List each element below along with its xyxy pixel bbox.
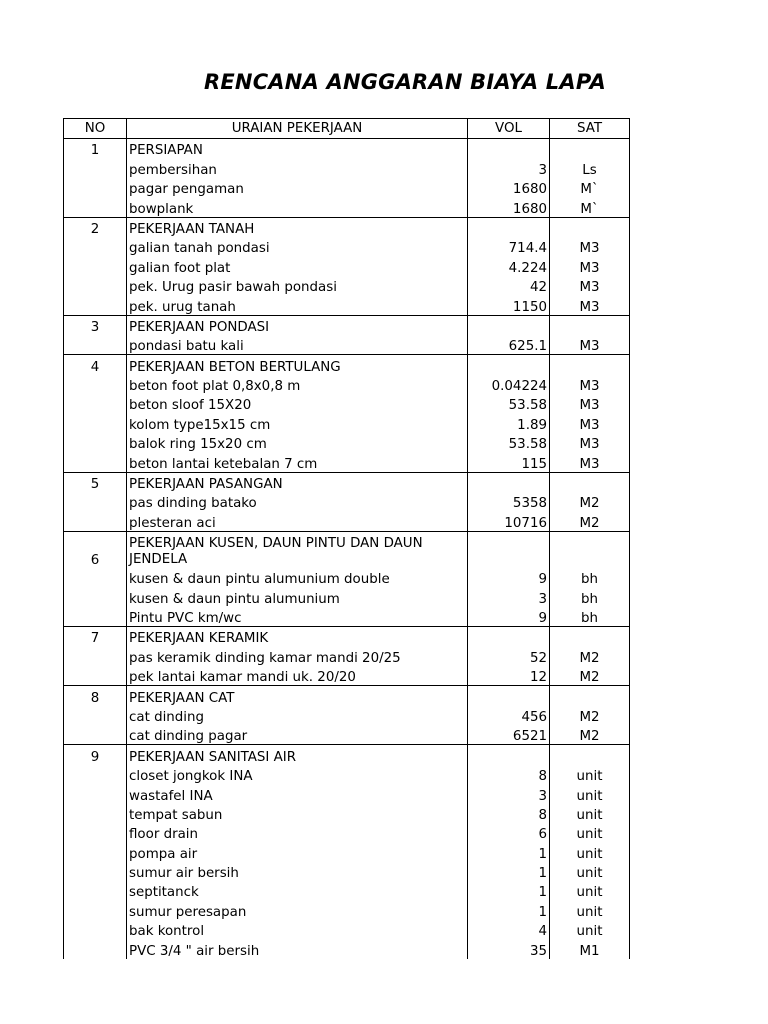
header-uraian: URAIAN PEKERJAAN xyxy=(127,119,468,139)
table-row xyxy=(64,842,630,861)
group-vol-cell xyxy=(468,355,550,375)
row-vol: 9 xyxy=(468,607,550,627)
row-uraian: cat dinding pagar xyxy=(127,725,468,745)
row-uraian: balok ring 15x20 cm xyxy=(127,433,468,452)
row-uraian: septitanck xyxy=(127,881,468,900)
group-title: PEKERJAAN TANAH xyxy=(127,217,468,237)
row-no-cell xyxy=(64,823,127,842)
table-row xyxy=(64,881,630,900)
row-uraian: pek. urug tanah xyxy=(127,295,468,315)
row-vol: 1 xyxy=(468,900,550,919)
row-no-cell xyxy=(64,666,127,686)
row-uraian: tempat sabun xyxy=(127,804,468,823)
header-no: NO xyxy=(64,119,127,139)
row-vol: 1150 xyxy=(468,295,550,315)
row-vol: 3 xyxy=(468,784,550,803)
row-vol: 1 xyxy=(468,862,550,881)
group-row xyxy=(64,745,630,765)
row-vol: 4.224 xyxy=(468,256,550,275)
group-sat-cell xyxy=(550,217,630,237)
group-row xyxy=(64,355,630,375)
row-no-cell xyxy=(64,607,127,627)
table-row xyxy=(64,666,630,686)
row-sat: bh xyxy=(550,568,630,587)
row-vol: 12 xyxy=(468,666,550,686)
row-no-cell xyxy=(64,862,127,881)
row-no-cell xyxy=(64,842,127,861)
table-row xyxy=(64,511,630,531)
row-vol: 3 xyxy=(468,587,550,606)
row-no-cell xyxy=(64,725,127,745)
row-uraian: beton sloof 15X20 xyxy=(127,394,468,413)
row-vol: 1680 xyxy=(468,178,550,197)
row-vol: 4 xyxy=(468,920,550,939)
group-number: 1 xyxy=(64,139,127,159)
table-row xyxy=(64,197,630,217)
row-sat: M3 xyxy=(550,237,630,256)
row-no-cell xyxy=(64,158,127,177)
row-sat: M3 xyxy=(550,335,630,355)
table-row xyxy=(64,862,630,881)
row-sat: unit xyxy=(550,881,630,900)
row-sat: M2 xyxy=(550,646,630,665)
table-body xyxy=(64,139,630,959)
row-uraian: pagar pengaman xyxy=(127,178,468,197)
row-sat: M3 xyxy=(550,295,630,315)
table-row xyxy=(64,178,630,197)
row-vol: 9 xyxy=(468,568,550,587)
row-no-cell xyxy=(64,276,127,295)
table-row xyxy=(64,725,630,745)
row-uraian: kusen & daun pintu alumunium double xyxy=(127,568,468,587)
rab-table xyxy=(63,118,630,959)
row-no-cell xyxy=(64,804,127,823)
row-sat: M2 xyxy=(550,492,630,511)
row-no-cell xyxy=(64,178,127,197)
row-vol: 1.89 xyxy=(468,413,550,432)
row-vol: 35 xyxy=(468,939,550,958)
row-vol: 1680 xyxy=(468,197,550,217)
group-sat-cell xyxy=(550,626,630,646)
row-no-cell xyxy=(64,237,127,256)
row-uraian: pas keramik dinding kamar mandi 20/25 xyxy=(127,646,468,665)
row-uraian: beton lantai ketebalan 7 cm xyxy=(127,452,468,472)
row-vol: 115 xyxy=(468,452,550,472)
group-vol-cell xyxy=(468,745,550,765)
group-sat-cell xyxy=(550,531,630,568)
row-uraian: wastafel INA xyxy=(127,784,468,803)
table-row xyxy=(64,237,630,256)
row-uraian: bak kontrol xyxy=(127,920,468,939)
group-title: PEKERJAAN CAT xyxy=(127,686,468,706)
row-vol: 1 xyxy=(468,881,550,900)
group-row xyxy=(64,315,630,335)
row-sat: M3 xyxy=(550,413,630,432)
table-row xyxy=(64,492,630,511)
row-no-cell xyxy=(64,765,127,784)
group-number: 7 xyxy=(64,626,127,646)
row-vol: 714.4 xyxy=(468,237,550,256)
group-number: 5 xyxy=(64,472,127,492)
table-row xyxy=(64,804,630,823)
row-no-cell xyxy=(64,587,127,606)
table-row xyxy=(64,900,630,919)
row-no-cell xyxy=(64,394,127,413)
row-sat: unit xyxy=(550,784,630,803)
group-row xyxy=(64,686,630,706)
row-uraian: beton foot plat 0,8x0,8 m xyxy=(127,375,468,394)
row-no-cell xyxy=(64,881,127,900)
row-vol: 3 xyxy=(468,158,550,177)
row-no-cell xyxy=(64,295,127,315)
table-row xyxy=(64,568,630,587)
group-row xyxy=(64,531,630,568)
header-vol: VOL xyxy=(468,119,550,139)
row-sat: unit xyxy=(550,900,630,919)
table-row xyxy=(64,295,630,315)
table-row xyxy=(64,433,630,452)
row-sat: unit xyxy=(550,862,630,881)
row-sat: M1 xyxy=(550,939,630,958)
row-no-cell xyxy=(64,706,127,725)
row-sat: M2 xyxy=(550,706,630,725)
document-title: RENCANA ANGGARAN BIAYA LAPA xyxy=(204,70,606,94)
group-sat-cell xyxy=(550,686,630,706)
group-title: PERSIAPAN xyxy=(127,139,468,159)
table-row xyxy=(64,607,630,627)
group-number: 8 xyxy=(64,686,127,706)
row-uraian: bowplank xyxy=(127,197,468,217)
row-sat: M` xyxy=(550,197,630,217)
row-uraian: closet jongkok INA xyxy=(127,765,468,784)
group-vol-cell xyxy=(468,139,550,159)
row-uraian: cat dinding xyxy=(127,706,468,725)
table-row xyxy=(64,256,630,275)
row-uraian: sumur air bersih xyxy=(127,862,468,881)
row-sat: unit xyxy=(550,765,630,784)
row-vol: 10716 xyxy=(468,511,550,531)
row-uraian: sumur peresapan xyxy=(127,900,468,919)
group-sat-cell xyxy=(550,139,630,159)
row-sat: M3 xyxy=(550,276,630,295)
table-row xyxy=(64,784,630,803)
row-uraian: Pintu PVC km/wc xyxy=(127,607,468,627)
row-no-cell xyxy=(64,492,127,511)
group-number: 2 xyxy=(64,217,127,237)
row-uraian: pek. Urug pasir bawah pondasi xyxy=(127,276,468,295)
row-no-cell xyxy=(64,511,127,531)
row-sat: M2 xyxy=(550,511,630,531)
group-title: PEKERJAAN PONDASI xyxy=(127,315,468,335)
table-header-row xyxy=(64,119,630,139)
row-uraian: kusen & daun pintu alumunium xyxy=(127,587,468,606)
row-uraian: PVC 3/4 " air bersih xyxy=(127,939,468,958)
group-vol-cell xyxy=(468,626,550,646)
table-row xyxy=(64,587,630,606)
row-sat: unit xyxy=(550,823,630,842)
row-uraian: galian foot plat xyxy=(127,256,468,275)
row-vol: 8 xyxy=(468,804,550,823)
group-sat-cell xyxy=(550,745,630,765)
row-uraian: pompa air xyxy=(127,842,468,861)
row-uraian: pek lantai kamar mandi uk. 20/20 xyxy=(127,666,468,686)
group-number: 9 xyxy=(64,745,127,765)
group-vol-cell xyxy=(468,472,550,492)
group-number: 4 xyxy=(64,355,127,375)
table-row xyxy=(64,920,630,939)
table-row xyxy=(64,452,630,472)
row-vol: 5358 xyxy=(468,492,550,511)
table-row xyxy=(64,394,630,413)
row-no-cell xyxy=(64,375,127,394)
group-number: 6 xyxy=(64,531,127,568)
row-sat: M3 xyxy=(550,394,630,413)
group-sat-cell xyxy=(550,315,630,335)
row-vol: 0.04224 xyxy=(468,375,550,394)
row-sat: M3 xyxy=(550,375,630,394)
table-row xyxy=(64,823,630,842)
group-title: PEKERJAAN SANITASI AIR xyxy=(127,745,468,765)
row-no-cell xyxy=(64,335,127,355)
row-vol: 456 xyxy=(468,706,550,725)
group-row xyxy=(64,472,630,492)
row-no-cell xyxy=(64,939,127,958)
row-uraian: kolom type15x15 cm xyxy=(127,413,468,432)
row-no-cell xyxy=(64,568,127,587)
row-sat: unit xyxy=(550,920,630,939)
table-row xyxy=(64,939,630,958)
group-vol-cell xyxy=(468,531,550,568)
group-title: PEKERJAAN KERAMIK xyxy=(127,626,468,646)
group-vol-cell xyxy=(468,686,550,706)
group-row xyxy=(64,217,630,237)
table-row xyxy=(64,765,630,784)
row-vol: 8 xyxy=(468,765,550,784)
row-uraian: plesteran aci xyxy=(127,511,468,531)
row-sat: bh xyxy=(550,607,630,627)
row-vol: 53.58 xyxy=(468,394,550,413)
group-sat-cell xyxy=(550,472,630,492)
row-uraian: floor drain xyxy=(127,823,468,842)
row-sat: bh xyxy=(550,587,630,606)
table-row xyxy=(64,375,630,394)
header-sat: SAT xyxy=(550,119,630,139)
group-number: 3 xyxy=(64,315,127,335)
row-sat: Ls xyxy=(550,158,630,177)
row-sat: M2 xyxy=(550,666,630,686)
row-vol: 53.58 xyxy=(468,433,550,452)
row-sat: unit xyxy=(550,842,630,861)
row-uraian: pembersihan xyxy=(127,158,468,177)
row-sat: M2 xyxy=(550,725,630,745)
group-vol-cell xyxy=(468,315,550,335)
row-no-cell xyxy=(64,256,127,275)
row-sat: M3 xyxy=(550,433,630,452)
row-no-cell xyxy=(64,433,127,452)
row-no-cell xyxy=(64,197,127,217)
table-row xyxy=(64,706,630,725)
row-vol: 6521 xyxy=(468,725,550,745)
row-no-cell xyxy=(64,646,127,665)
table-row xyxy=(64,158,630,177)
row-vol: 1 xyxy=(468,842,550,861)
row-sat: M3 xyxy=(550,256,630,275)
table-row xyxy=(64,646,630,665)
row-sat: M3 xyxy=(550,452,630,472)
row-sat: M` xyxy=(550,178,630,197)
row-uraian: pondasi batu kali xyxy=(127,335,468,355)
row-uraian: pas dinding batako xyxy=(127,492,468,511)
row-vol: 6 xyxy=(468,823,550,842)
row-vol: 52 xyxy=(468,646,550,665)
group-vol-cell xyxy=(468,217,550,237)
group-title: PEKERJAAN KUSEN, DAUN PINTU DAN DAUN JENDELA xyxy=(127,531,468,568)
table-row xyxy=(64,413,630,432)
group-row xyxy=(64,626,630,646)
row-no-cell xyxy=(64,413,127,432)
row-no-cell xyxy=(64,784,127,803)
group-row xyxy=(64,139,630,159)
row-vol: 42 xyxy=(468,276,550,295)
row-no-cell xyxy=(64,920,127,939)
row-no-cell xyxy=(64,452,127,472)
table-row xyxy=(64,335,630,355)
row-no-cell xyxy=(64,900,127,919)
group-sat-cell xyxy=(550,355,630,375)
row-sat: unit xyxy=(550,804,630,823)
row-vol: 625.1 xyxy=(468,335,550,355)
group-title: PEKERJAAN PASANGAN xyxy=(127,472,468,492)
group-title: PEKERJAAN BETON BERTULANG xyxy=(127,355,468,375)
row-uraian: galian tanah pondasi xyxy=(127,237,468,256)
table-row xyxy=(64,276,630,295)
